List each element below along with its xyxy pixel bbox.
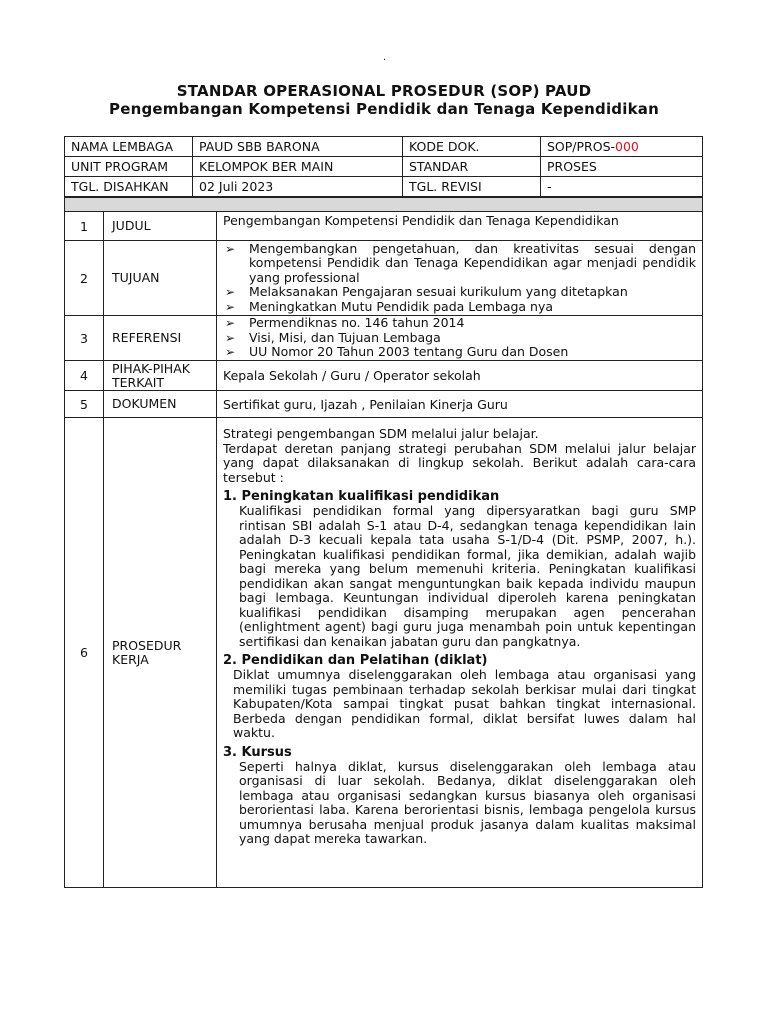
standar-value: PROSES [541, 157, 703, 177]
list-item: ➢ Meningkatkan Mutu Pendidik pada Lembaga nya [223, 300, 696, 315]
gray-separator-row [65, 198, 703, 212]
document-title: STANDAR OPERASIONAL PROSEDUR (SOP) PAUD [176, 82, 592, 100]
standar-label: STANDAR [403, 157, 541, 177]
row-label: TUJUAN [104, 241, 217, 316]
header-row-3 [65, 177, 703, 197]
section-2-text: Diklat umumnya diselenggarakan oleh lembaga atau organisasi yang memiliki tugas pembinaan terhadap sekolah berkisar mulai dari tingkat Kabupaten/Kota sampai tingkat pusat bahkan tingkat internasional. Berbeda dengan pendidikan formal, diklat bersifat luwes dalam hal waktu. [233, 667, 697, 740]
page-dot: . [383, 52, 387, 63]
header-table [64, 136, 703, 197]
referensi-list [223, 316, 696, 360]
header-row-1 [65, 137, 703, 157]
tgl-revisi-value: - [541, 177, 703, 197]
tgl-disahkan-value: 02 Juli 2023 [193, 177, 403, 197]
row-pihak-terkait [65, 361, 703, 391]
kode-dok-number: 000 [615, 139, 639, 154]
sop-table [64, 197, 703, 888]
prosedur-content [217, 418, 703, 888]
row-number: 1 [65, 212, 104, 241]
row-label: JUDUL [104, 212, 217, 241]
nama-lembaga-label: NAMA LEMBAGA [65, 137, 193, 157]
judul-content: Pengembangan Kompetensi Pendidik dan Tenaga Kependidikan [217, 212, 703, 241]
pihak-content: Kepala Sekolah / Guru / Operator sekolah [217, 361, 703, 391]
referensi-content [217, 316, 703, 361]
section-1-text: Kualifikasi pendidikan formal yang dipersyaratkan bagi guru SMP rintisan SBI adalah S-1 atau D-4, sedangkan tenaga kependidikan lain adalah D-3 kecuali kepala tata usaha S-1/D-4 (Dit. PSMP, 2007, h.). Peningkatan kualifikasi pendidikan formal, jika demikian, adalah wajib bagi mereka yang belum memenuhi kriteria. Peningkatan kualifikasi pendidikan akan sangat menguntungkan baik kepada individu maupun bagi lembaga. Keuntungan individual diperoleh karena peningkatan kualifikasi pendidikan disamping merupakan agen pencerahan (enlightment agent) bagi guru juga menambah poin untuk kepentingan sertifikasi dan kenaikan jabatan guru dan pangkatnya. [239, 503, 697, 649]
row-number: 4 [65, 361, 104, 391]
row-prosedur-kerja [65, 418, 703, 888]
kode-dok-prefix: SOP/PROS- [547, 139, 616, 154]
row-number: 2 [65, 241, 104, 316]
list-item: ➢ UU Nomor 20 Tahun 2003 tentang Guru dan Dosen [223, 345, 696, 360]
nama-lembaga-value: PAUD SBB BARONA [193, 137, 403, 157]
kode-dok-label: KODE DOK. [403, 137, 541, 157]
row-label: PROSEDUR KERJA [104, 418, 217, 888]
section-2-title: 2. Pendidikan dan Pelatihan (diklat) [223, 653, 488, 668]
row-label: PIHAK-PIHAK TERKAIT [104, 361, 217, 391]
kode-dok-value [541, 137, 703, 157]
list-item: ➢ Visi, Misi, dan Tujuan Lembaga [223, 331, 696, 346]
header-row-2 [65, 157, 703, 177]
prosedur-intro-1: Strategi pengembangan SDM melalui jalur belajar. [223, 426, 539, 441]
tujuan-content [217, 241, 703, 316]
list-item: ➢ Mengembangkan pengetahuan, dan kreativitas sesuai dengan kompetensi Pendidik dan Tenaga Kependidikan agar menjadi pendidik yang professional [223, 242, 696, 286]
unit-program-value: KELOMPOK BER MAIN [193, 157, 403, 177]
tgl-disahkan-label: TGL. DISAHKAN [65, 177, 193, 197]
tujuan-list [223, 242, 696, 315]
section-1-title: 1. Peningkatan kualifikasi pendidikan [223, 489, 500, 504]
row-number: 6 [65, 418, 104, 888]
row-judul [65, 212, 703, 241]
list-item: ➢ Melaksanakan Pengajaran sesuai kurikulum yang ditetapkan [223, 285, 696, 300]
row-referensi [65, 316, 703, 361]
row-dokumen [65, 391, 703, 418]
list-item: ➢ Permendiknas no. 146 tahun 2014 [223, 316, 696, 331]
row-tujuan [65, 241, 703, 316]
section-3-title: 3. Kursus [223, 744, 292, 760]
row-number: 5 [65, 391, 104, 418]
section-3-text: Seperti halnya diklat, kursus diselenggarakan oleh lembaga atau organisasi di luar sekolah. Bedanya, diklat diselenggarakan oleh lembaga atau organisasi sedangkan kursus biasanya oleh organisasi berorientasi laba. Karena berorientasi bisnis, lembaga pengelola kursus umumnya berusaha menjual produk jasanya dalam kualitas maksimal yang dapat mereka tawarkan. [239, 758, 697, 846]
row-label: REFERENSI [104, 316, 217, 361]
tgl-revisi-label: TGL. REVISI [403, 177, 541, 197]
document-subtitle: Pengembangan Kompetensi Pendidik dan Tenaga Kependidikan [109, 100, 659, 118]
prosedur-intro-2: Terdapat deretan panjang strategi perubahan SDM melalui jalur belajar yang dapat dilaksanakan di lingkup sekolah. Berikut adalah cara-cara tersebut : [223, 440, 697, 485]
unit-program-label: UNIT PROGRAM [65, 157, 193, 177]
dokumen-content: Sertifikat guru, Ijazah , Penilaian Kinerja Guru [217, 391, 703, 418]
row-label: DOKUMEN [104, 391, 217, 418]
row-number: 3 [65, 316, 104, 361]
